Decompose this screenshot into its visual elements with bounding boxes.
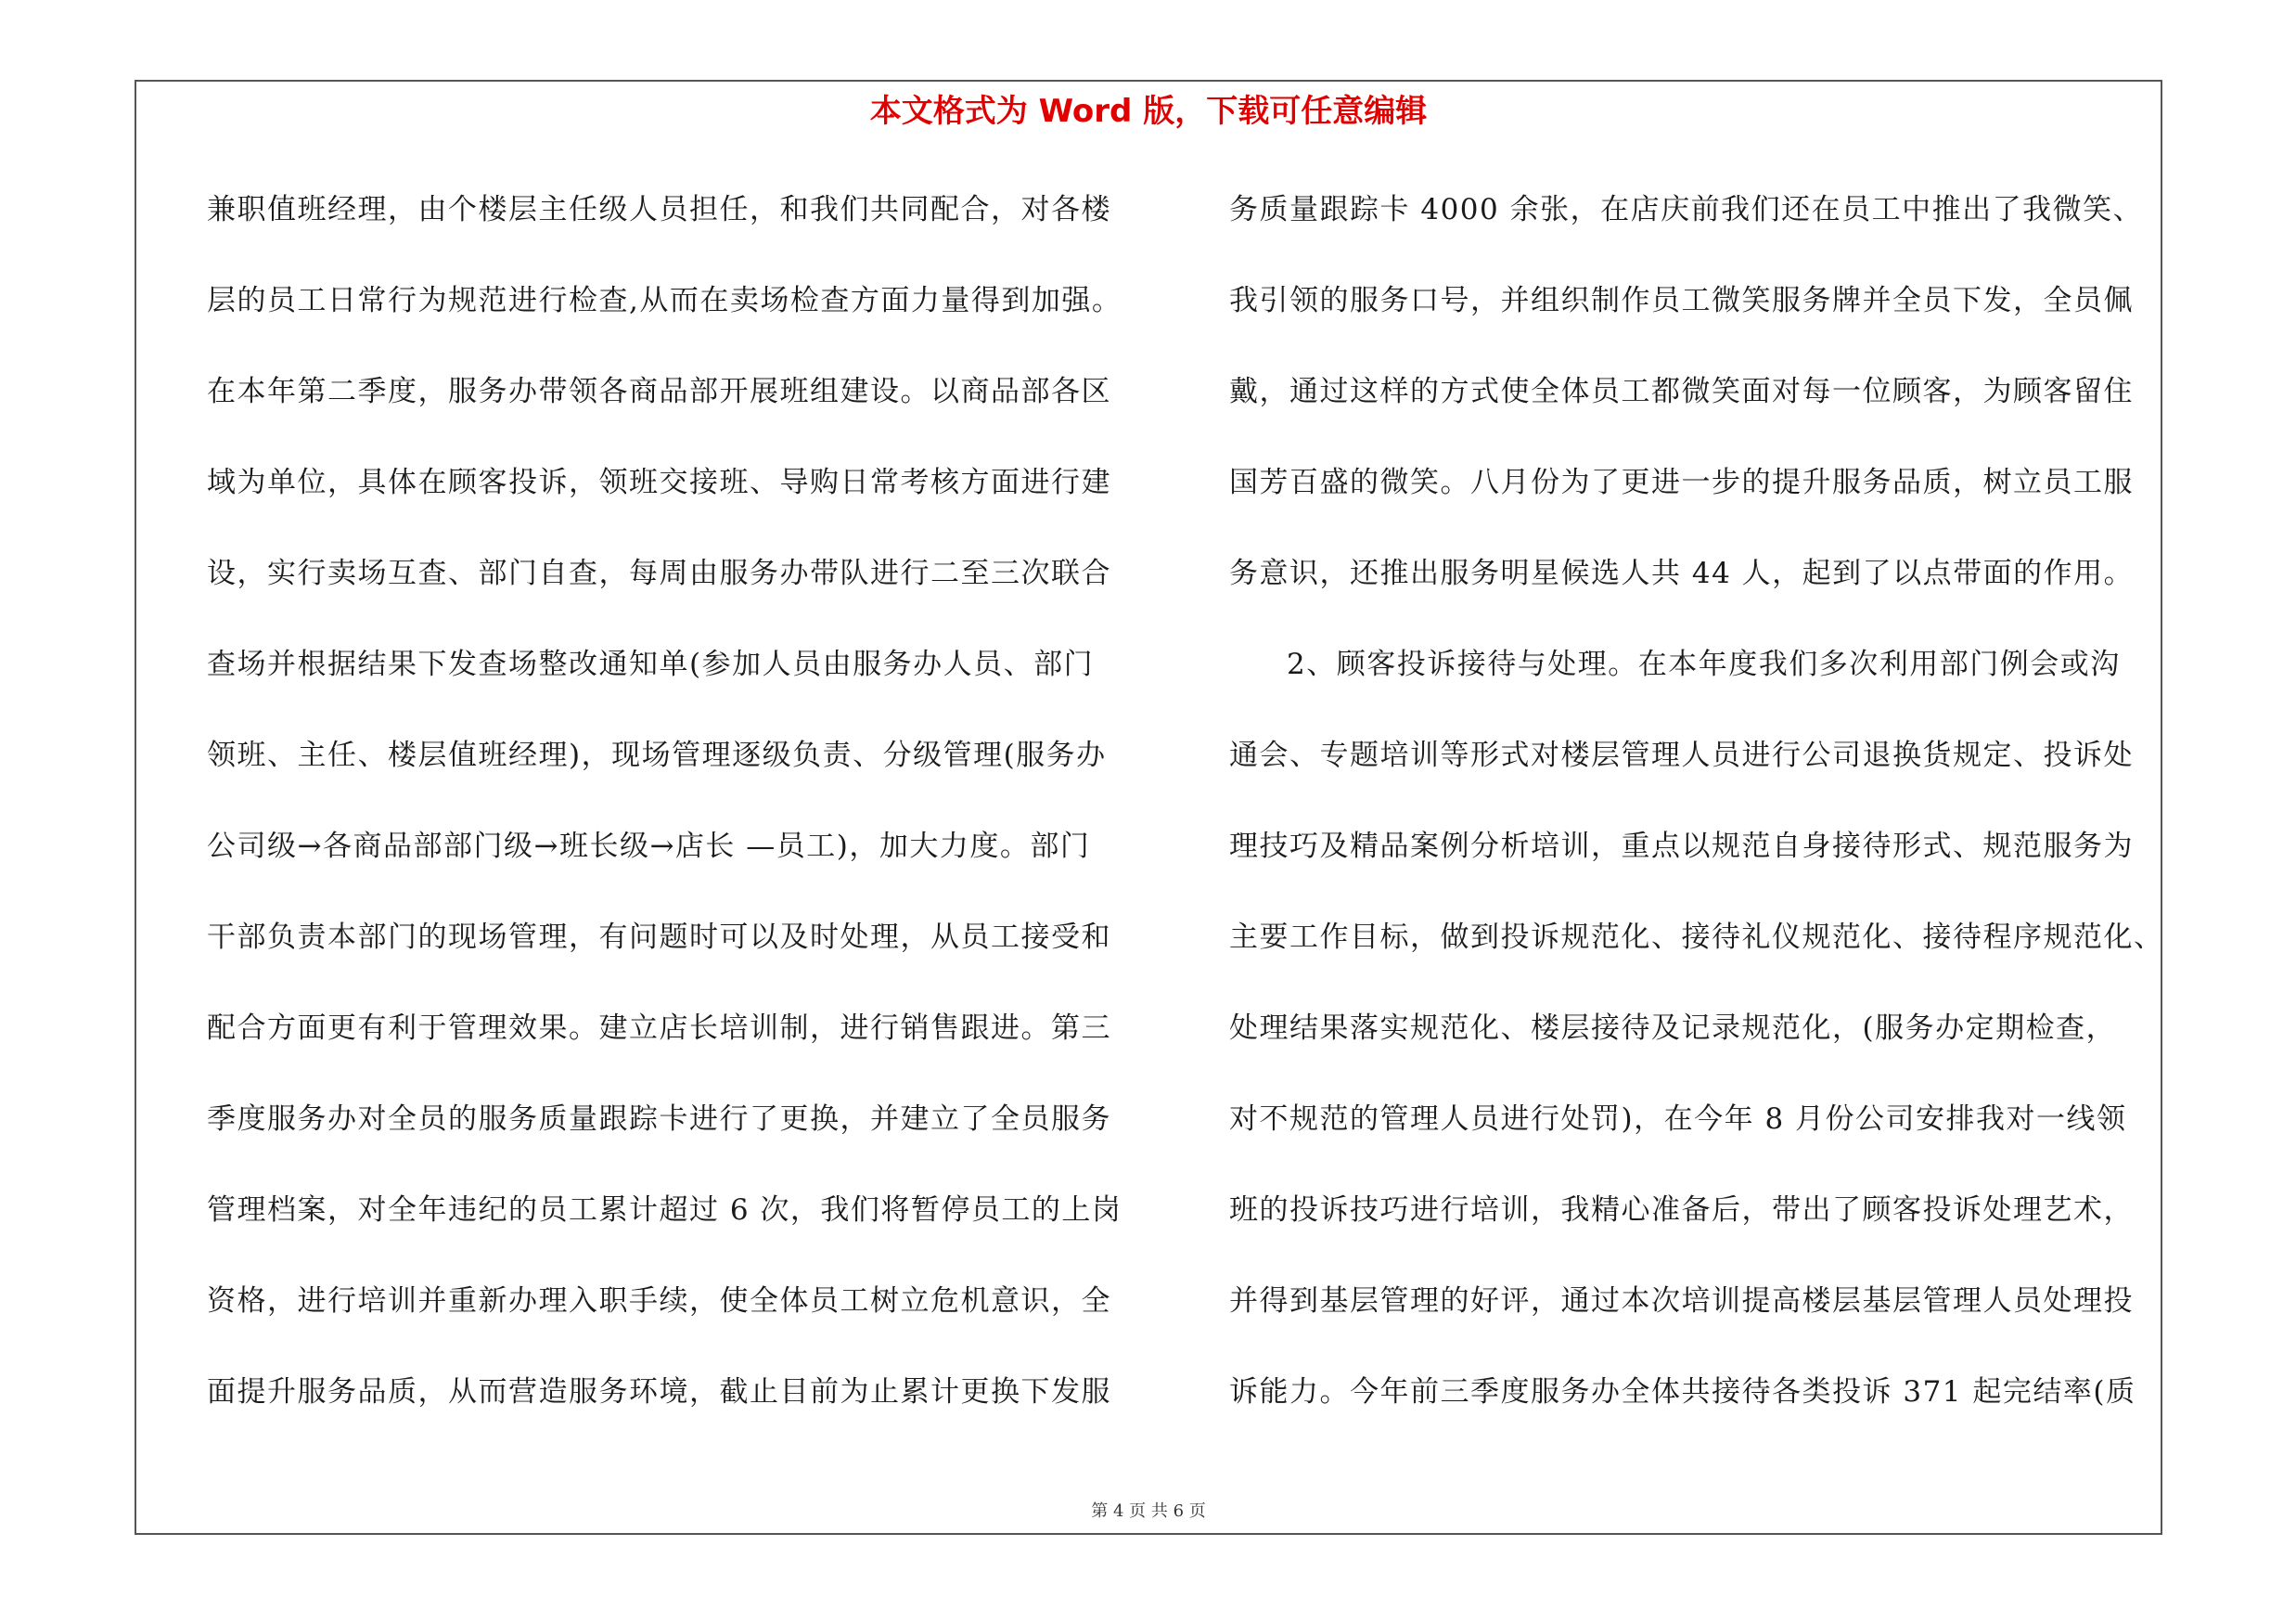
text-line: 国芳百盛的微笑。八月份为了更进一步的提升服务品质，树立员工服	[1229, 466, 2134, 499]
page-frame	[135, 80, 2162, 1535]
text-line: 资格，进行培训并重新办理入职手续，使全体员工树立危机意识，全	[207, 1284, 1111, 1318]
text-line: 在本年第二季度，服务办带领各商品部开展班组建设。以商品部各区	[207, 375, 1111, 408]
text-line: 主要工作目标，做到投诉规范化、接待礼仪规范化、接待程序规范化、	[1229, 921, 2164, 954]
right-column	[1229, 191, 2164, 1464]
text-line: 干部负责本部门的现场管理，有问题时可以及时处理，从员工接受和	[207, 921, 1111, 954]
text-line: 面提升服务品质，从而营造服务环境，截止目前为止累计更换下发服	[207, 1375, 1111, 1409]
text-line: 处理结果落实规范化、楼层接待及记录规范化，(服务办定期检查，	[1229, 1011, 2117, 1045]
text-line: 班的投诉技巧进行培训，我精心准备后，带出了顾客投诉处理艺术，	[1229, 1193, 2134, 1227]
text-line: 诉能力。今年前三季度服务办全体共接待各类投诉 371 起完结率(质	[1229, 1375, 2136, 1409]
text-line: 层的员工日常行为规范进行检查,从而在卖场检查方面力量得到加强。	[207, 284, 1122, 317]
paragraph-start-line: 2、顾客投诉接待与处理。在本年度我们多次利用部门例会或沟	[1287, 648, 2121, 681]
header-banner: 本文格式为 Word 版，下载可任意编辑	[869, 93, 1428, 130]
text-line: 季度服务办对全员的服务质量跟踪卡进行了更换，并建立了全员服务	[207, 1102, 1111, 1136]
text-line: 公司级→各商品部部门级→班长级→店长 —员工)，加大力度。部门	[207, 830, 1091, 863]
page-number-footer: 第 4 页 共 6 页	[1091, 1501, 1206, 1521]
text-line: 并得到基层管理的好评，通过本次培训提高楼层基层管理人员处理投	[1229, 1284, 2134, 1318]
left-column	[207, 191, 1135, 1464]
text-line: 我引领的服务口号，并组织制作员工微笑服务牌并全员下发，全员佩	[1229, 284, 2134, 317]
text-line: 通会、专题培训等形式对楼层管理人员进行公司退换货规定、投诉处	[1229, 739, 2134, 772]
text-line: 兼职值班经理，由个楼层主任级人员担任，和我们共同配合，对各楼	[207, 193, 1111, 226]
text-line: 领班、主任、楼层值班经理)，现场管理逐级负责、分级管理(服务办	[207, 739, 1107, 772]
text-line: 域为单位，具体在顾客投诉，领班交接班、导购日常考核方面进行建	[207, 466, 1111, 499]
text-line: 配合方面更有利于管理效果。建立店长培训制，进行销售跟进。第三	[207, 1011, 1111, 1045]
text-line: 查场并根据结果下发查场整改通知单(参加人员由服务办人员、部门	[207, 648, 1095, 681]
text-line: 务意识，还推出服务明星候选人共 44 人，起到了以点带面的作用。	[1229, 557, 2135, 590]
text-line: 务质量跟踪卡 4000 余张，在店庆前我们还在员工中推出了我微笑、	[1229, 193, 2144, 226]
text-line: 管理档案，对全年违纪的员工累计超过 6 次，我们将暂停员工的上岗	[207, 1193, 1122, 1227]
text-line: 理技巧及精品案例分析培训，重点以规范自身接待形式、规范服务为	[1229, 830, 2134, 863]
text-line: 对不规范的管理人员进行处罚)，在今年 8 月份公司安排我对一线领	[1229, 1102, 2127, 1136]
text-line: 戴，通过这样的方式使全体员工都微笑面对每一位顾客，为顾客留住	[1229, 375, 2134, 408]
text-line: 设，实行卖场互查、部门自查，每周由服务办带队进行二至三次联合	[207, 557, 1111, 590]
